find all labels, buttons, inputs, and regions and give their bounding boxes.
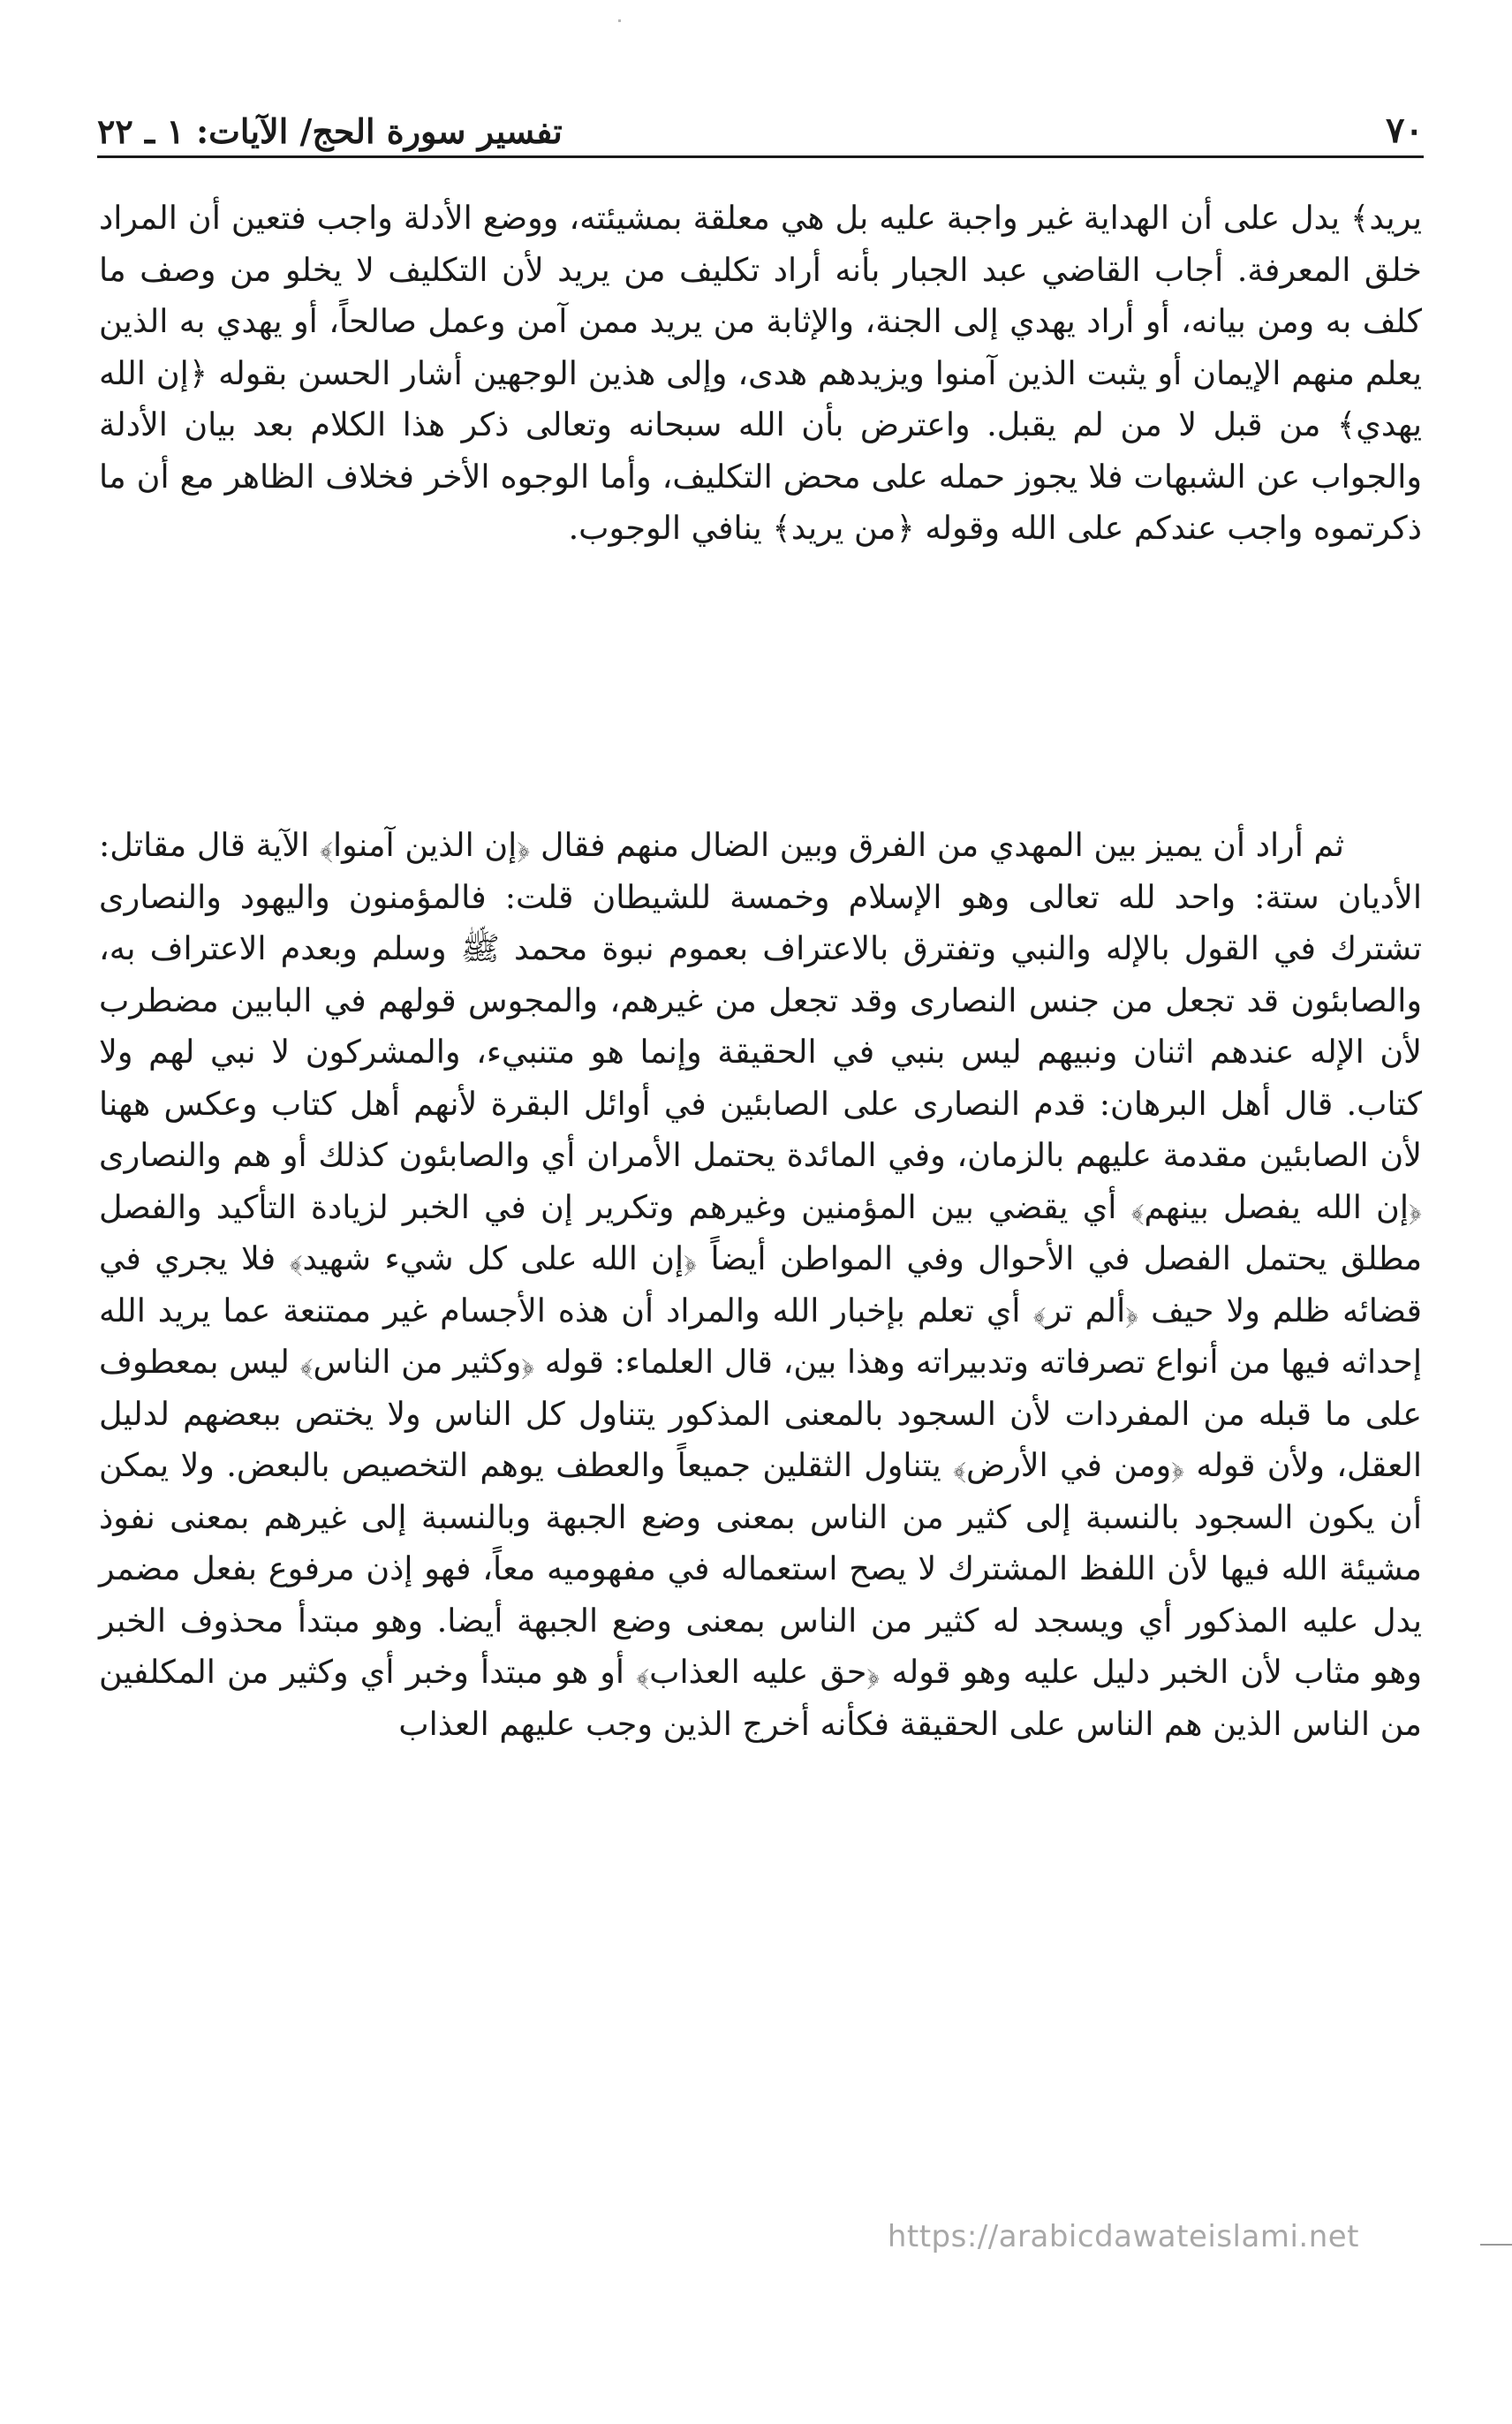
scan-edge-mark [1480,2244,1512,2246]
paragraph-2 [99,820,1422,1750]
page-number: ٧٠ [1386,110,1424,151]
paragraph-2-text: ثم أراد أن يميز بين المهدي من الفرق وبين الضال منهم فقال ﴿إن الذين آمنوا﴾ الآية قال مقاتل: الأديان ستة: واحد لله تعالى وهو الإسلام وخمسة للشيطان قلت: فالمؤمنون واليهود والنصارى تشترك في القول بالإله والنبي وتفترق بالاعتراف بعموم نبوة محمد ﷺ وسلم وبعدم الاعتراف به، والصابئون قد تجعل من جنس النصارى وقد تجعل من غيرهم، والمجوس قولهم في البابين مضطرب لأن الإله عندهم اثنان ونبيهم ليس بنبي في الحقيقة وإنما هو متنبيء، والمشركون لا نبي لهم ولا كتاب. قال أهل البرهان: قدم النصارى على الصابئين في أوائل البقرة لأنهم أهل كتاب وعكس ههنا لأن الصابئين مقدمة عليهم بالزمان، وفي المائدة يحتمل الأمران أي والصابئون كذلك أو هم والنصارى ﴿إن الله يفصل بينهم﴾ أي يقضي بين المؤمنين وغيرهم وتكرير إن في الخبر لزيادة التأكيد والفصل مطلق يحتمل الفصل في الأحوال وفي المواطن أيضاً ﴿إن الله على كل شيء شهيد﴾ فلا يجري في قضائه ظلم ولا حيف ﴿ألم تر﴾ أي تعلم بإخبار الله والمراد أن هذه الأجسام غير ممتنعة عما يريد الله إحداثه فيها من أنواع تصرفاته وتدبيراته وهذا بين، قال العلماء: قوله ﴿وكثير من الناس﴾ ليس بمعطوف على ما قبله من المفردات لأن السجود بالمعنى المذكور يتناول كل الناس ولا يختص ببعضهم لدليل العقل، ولأن قوله ﴿ومن في الأرض﴾ يتناول الثقلين جميعاً والعطف يوهم التخصيص بالبعض. ولا يمكن أن يكون السجود بالنسبة إلى كثير من الناس بمعنى وضع الجبهة وبالنسبة إلى غيرهم بمعنى نفوذ مشيئة الله فيها لأن اللفظ المشترك لا يصح استعماله في مفهوميه معاً، فهو إذن مرفوع بفعل مضمر يدل عليه المذكور أي ويسجد له كثير من الناس بمعنى وضع الجبهة أيضا. وهو مبتدأ محذوف الخبر وهو مثاب لأن الخبر دليل عليه وهو قوله ﴿حق عليه العذاب﴾ أو هو مبتدأ وخبر أي وكثير من المكلفين من الناس الذين هم الناس على الحقيقة فكأنه أخرج الذين وجب عليهم العذاب [99,826,1422,1743]
page-header [97,104,1424,151]
paragraph-1 [99,193,1422,555]
header-divider [97,155,1424,158]
running-title: تفسير سورة الحج/ الآيات: ١ ـ ٢٢ [97,111,563,151]
scan-speck [618,19,621,22]
watermark-url: https://arabicdawateislami.net [887,2219,1359,2254]
paragraph-1-text: يريد﴾ يدل على أن الهداية غير واجبة عليه بل هي معلقة بمشيئته، ووضع الأدلة واجب فتعين أن المراد خلق المعرفة. أجاب القاضي عبد الجبار بأنه أراد تكليف من يريد لأن التكليف لا يخلو من وصف ما كلف به ومن بيانه، أو أراد يهدي إلى الجنة، والإثابة من يريد ممن آمن وعمل صالحاً، أو يهدي به الذين يعلم منهم الإيمان أو يثبت الذين آمنوا ويزيدهم هدى، وإلى هذين الوجهين أشار الحسن بقوله ﴿إن الله يهدي﴾ من قبل لا من لم يقبل. واعترض بأن الله سبحانه وتعالى ذكر هذا الكلام بعد بيان الأدلة والجواب عن الشبهات فلا يجوز حمله على محض التكليف، وأما الوجوه الأخر فخلاف الظاهر مع أن ما ذكرتموه واجب عندكم على الله وقوله ﴿من يريد﴾ ينافي الوجوب. [99,199,1422,547]
